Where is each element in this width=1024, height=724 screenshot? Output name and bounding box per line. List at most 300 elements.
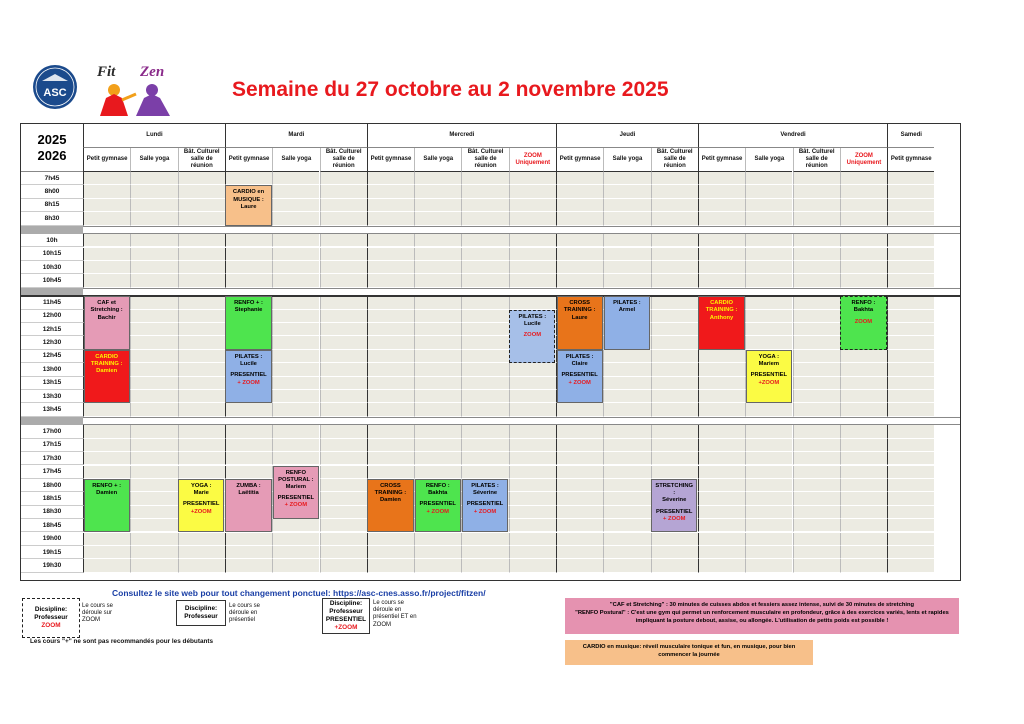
- grid-cell: [272, 199, 319, 212]
- grid-cell: [651, 452, 698, 465]
- grid-cell: [509, 466, 556, 479]
- grid-cell: [651, 261, 698, 274]
- course-name: PILATES :: [471, 482, 499, 489]
- grid-cell: [272, 248, 319, 261]
- grid-cell: [178, 425, 225, 438]
- course-block[interactable]: [746, 350, 792, 404]
- grid-cell: [83, 172, 130, 185]
- grid-cell: [651, 234, 698, 247]
- grid-cell: [461, 363, 508, 376]
- grid-cell: [320, 310, 367, 323]
- grid-cell: [83, 212, 130, 225]
- grid-cell: [461, 199, 508, 212]
- course-block[interactable]: [509, 310, 555, 364]
- grid-cell: [603, 350, 650, 363]
- grid-cell: [130, 172, 177, 185]
- course-name: PILATES :: [518, 313, 547, 320]
- grid-cell: [178, 439, 225, 452]
- grid-cell: [461, 310, 508, 323]
- day-header-vendredi: Vendredi: [698, 124, 887, 148]
- grid-cell: [414, 199, 461, 212]
- grid-cell: [83, 234, 130, 247]
- grid-cell: [178, 310, 225, 323]
- grid-cell: [414, 533, 461, 546]
- grid-cell: [651, 439, 698, 452]
- grid-cell: [83, 185, 130, 198]
- grid-cell: [367, 199, 414, 212]
- time-label: 19h15: [21, 546, 83, 559]
- grid-cell: [178, 377, 225, 390]
- grid-cell: [887, 479, 934, 492]
- grid-cell: [272, 274, 319, 287]
- room-header-petit: Petit gymnase: [225, 148, 272, 172]
- grid-cell: [651, 403, 698, 416]
- grid-cell: [793, 403, 840, 416]
- grid-cell: [414, 546, 461, 559]
- grid-cell: [225, 452, 272, 465]
- schedule-grid: [20, 123, 961, 581]
- grid-cell: [887, 172, 934, 185]
- grid-cell: [603, 466, 650, 479]
- grid-cell: [603, 377, 650, 390]
- grid-cell: [745, 212, 792, 225]
- grid-cell: [509, 546, 556, 559]
- grid-cell: [414, 439, 461, 452]
- info-caf-text: "CAF et Stretching" : 30 minutes de cuisses abdos et fessiers assez intense, suivi de 30 minutes de stretching: [609, 602, 915, 608]
- legend-discipline: Discipline:: [184, 605, 218, 612]
- course-block[interactable]: [225, 296, 271, 350]
- course-mode: PRESENTIEL: [750, 372, 788, 379]
- course-block[interactable]: [462, 479, 508, 533]
- fitzen-logo: [92, 60, 182, 116]
- grid-cell: [272, 363, 319, 376]
- grid-cell: [367, 377, 414, 390]
- grid-cell: [178, 185, 225, 198]
- grid-cell: [651, 212, 698, 225]
- grid-cell: [320, 439, 367, 452]
- grid-cell: [745, 439, 792, 452]
- room-header-petit: Petit gymnase: [698, 148, 745, 172]
- grid-cell: [509, 492, 556, 505]
- time-label: 13h30: [21, 390, 83, 403]
- grid-cell: [698, 185, 745, 198]
- grid-cell: [698, 479, 745, 492]
- grid-cell: [83, 452, 130, 465]
- grid-cell: [225, 261, 272, 274]
- grid-cell: [320, 234, 367, 247]
- grid-cell: [793, 533, 840, 546]
- grid-cell: [840, 363, 887, 376]
- grid-cell: [83, 559, 130, 572]
- course-block[interactable]: [840, 296, 886, 350]
- time-label: 10h30: [21, 261, 83, 274]
- grid-cell: [603, 274, 650, 287]
- course-zoom-flag: +ZOOM: [190, 508, 212, 515]
- grid-cell: [603, 234, 650, 247]
- grid-cell: [887, 519, 934, 532]
- grid-cell: [130, 506, 177, 519]
- legend-presentiel: PRESENTIEL: [325, 616, 367, 623]
- grid-cell: [178, 261, 225, 274]
- grid-cell: [840, 212, 887, 225]
- course-zoom-flag: +ZOOM: [758, 379, 780, 386]
- grid-cell: [272, 377, 319, 390]
- grid-cell: [83, 425, 130, 438]
- time-label: 12h30: [21, 336, 83, 349]
- grid-cell: [272, 310, 319, 323]
- grid-cell: [793, 248, 840, 261]
- legend-hybrid-box: [322, 598, 370, 634]
- grid-cell: [320, 336, 367, 349]
- grid-cell: [603, 390, 650, 403]
- course-name: YOGA :: [191, 482, 212, 489]
- grid-cell: [320, 185, 367, 198]
- grid-cell: [130, 533, 177, 546]
- grid-cell: [367, 274, 414, 287]
- legend-zoom-label: +ZOOM: [334, 624, 358, 631]
- time-label: 17h30: [21, 452, 83, 465]
- grid-cell: [603, 506, 650, 519]
- asc-logo-text: ASC: [43, 87, 67, 99]
- grid-cell: [130, 519, 177, 532]
- grid-cell: [698, 390, 745, 403]
- grid-cell: [793, 506, 840, 519]
- grid-cell: [272, 425, 319, 438]
- instructor-name: Claire: [571, 361, 588, 368]
- grid-cell: [414, 261, 461, 274]
- grid-cell: [178, 172, 225, 185]
- grid-cell: [461, 559, 508, 572]
- grid-cell: [130, 336, 177, 349]
- instructor-name: Damien: [96, 368, 118, 375]
- time-separator: [21, 417, 83, 426]
- course-zoom-flag: + ZOOM: [663, 515, 686, 522]
- grid-cell: [320, 559, 367, 572]
- grid-cell: [745, 310, 792, 323]
- time-label: 10h: [21, 234, 83, 247]
- grid-cell: [509, 248, 556, 261]
- grid-cell: [698, 199, 745, 212]
- grid-cell: [793, 172, 840, 185]
- grid-cell: [651, 199, 698, 212]
- grid-cell: [414, 452, 461, 465]
- year-text: 2026: [37, 147, 67, 163]
- instructor-name: Armel: [618, 307, 636, 314]
- legend-discipline: Discipline:: [329, 600, 363, 607]
- grid-cell: [698, 546, 745, 559]
- grid-cell: [840, 377, 887, 390]
- grid-cell: [272, 172, 319, 185]
- course-block[interactable]: [698, 296, 744, 350]
- grid-cell: [130, 425, 177, 438]
- instructor-name: Séverine: [662, 497, 687, 504]
- grid-cell: [840, 533, 887, 546]
- grid-cell: [793, 234, 840, 247]
- time-label: 13h00: [21, 363, 83, 376]
- grid-cell: [556, 439, 603, 452]
- room-header-yoga: Salle yoga: [603, 148, 650, 172]
- grid-cell: [272, 533, 319, 546]
- grid-cell: [178, 323, 225, 336]
- room-header-zoom: ZOOM Uniquement: [509, 148, 556, 172]
- grid-cell: [887, 185, 934, 198]
- grid-cell: [367, 336, 414, 349]
- day-header-jeudi: Jeudi: [556, 124, 698, 148]
- course-block[interactable]: [367, 479, 413, 533]
- grid-cell: [698, 452, 745, 465]
- grid-cell: [130, 479, 177, 492]
- grid-cell: [178, 466, 225, 479]
- grid-cell: [793, 439, 840, 452]
- grid-cell: [840, 403, 887, 416]
- grid-cell: [178, 296, 225, 309]
- legend-zoom-note: Le cours se déroule sur ZOOM: [82, 603, 114, 624]
- grid-cell: [320, 363, 367, 376]
- grid-cell: [130, 377, 177, 390]
- grid-cell: [130, 261, 177, 274]
- grid-cell: [130, 248, 177, 261]
- grid-cell: [461, 336, 508, 349]
- course-block[interactable]: [84, 350, 130, 404]
- instructor-name: Bachir: [97, 314, 116, 321]
- grid-cell: [603, 199, 650, 212]
- grid-cell: [840, 439, 887, 452]
- grid-cell: [367, 172, 414, 185]
- course-block[interactable]: [225, 350, 271, 404]
- time-separator: [21, 226, 83, 235]
- room-header-petit: Petit gymnase: [83, 148, 130, 172]
- grid-cell: [509, 212, 556, 225]
- grid-cell: [651, 546, 698, 559]
- grid-cell: [793, 466, 840, 479]
- grid-cell: [840, 350, 887, 363]
- grid-cell: [509, 363, 556, 376]
- grid-cell: [698, 466, 745, 479]
- grid-cell: [793, 310, 840, 323]
- grid-cell: [320, 248, 367, 261]
- grid-cell: [83, 439, 130, 452]
- course-name: CARDIO en MUSIQUE :: [232, 189, 265, 203]
- course-block[interactable]: [557, 296, 603, 350]
- grid-cell: [225, 425, 272, 438]
- course-name: CROSS TRAINING :: [374, 482, 407, 497]
- grid-cell: [130, 559, 177, 572]
- grid-cell: [320, 403, 367, 416]
- grid-cell: [272, 212, 319, 225]
- day-header-mardi: Mardi: [225, 124, 367, 148]
- grid-cell: [320, 296, 367, 309]
- grid-cell: [887, 403, 934, 416]
- year-text: 2025: [37, 131, 67, 147]
- grid-cell: [651, 323, 698, 336]
- grid-cell: [272, 439, 319, 452]
- grid-cell: [83, 199, 130, 212]
- grid-cell: [461, 350, 508, 363]
- course-block[interactable]: [84, 296, 130, 350]
- time-label: 18h45: [21, 519, 83, 532]
- grid-cell: [178, 546, 225, 559]
- grid-cell: [272, 519, 319, 532]
- grid-cell: [272, 336, 319, 349]
- legend-zoom-label: ZOOM: [41, 622, 61, 629]
- grid-cell: [745, 403, 792, 416]
- grid-cell: [556, 519, 603, 532]
- course-name: PILATES :: [234, 353, 263, 360]
- grid-cell: [130, 439, 177, 452]
- grid-cell: [698, 234, 745, 247]
- grid-cell: [320, 425, 367, 438]
- course-block[interactable]: [651, 479, 697, 533]
- grid-cell: [509, 559, 556, 572]
- grid-cell: [272, 296, 319, 309]
- time-label: 10h45: [21, 274, 83, 287]
- grid-cell: [461, 452, 508, 465]
- grid-cell: [745, 519, 792, 532]
- course-block[interactable]: [557, 350, 603, 404]
- grid-cell: [603, 212, 650, 225]
- course-block[interactable]: [415, 479, 461, 533]
- grid-cell: [225, 439, 272, 452]
- room-header-bat: Bât. Culturel salle de réunion: [320, 148, 367, 172]
- grid-cell: [745, 479, 792, 492]
- grid-cell: [367, 296, 414, 309]
- grid-cell: [651, 248, 698, 261]
- grid-cell: [745, 261, 792, 274]
- grid-cell: [603, 533, 650, 546]
- grid-cell: [793, 296, 840, 309]
- grid-cell: [320, 533, 367, 546]
- course-block[interactable]: [604, 296, 650, 350]
- grid-cell: [367, 310, 414, 323]
- grid-cell: [698, 559, 745, 572]
- grid-cell: [509, 185, 556, 198]
- grid-cell: [840, 234, 887, 247]
- grid-cell: [367, 261, 414, 274]
- grid-cell: [509, 234, 556, 247]
- grid-cell: [556, 199, 603, 212]
- course-mode: PRESENTIEL: [230, 372, 267, 379]
- grid-cell: [887, 377, 934, 390]
- grid-cell: [178, 533, 225, 546]
- grid-cell: [461, 261, 508, 274]
- grid-cell: [272, 546, 319, 559]
- grid-cell: [225, 274, 272, 287]
- grid-cell: [651, 533, 698, 546]
- day-header-samedi: Samedi: [887, 124, 934, 148]
- course-block[interactable]: [178, 479, 224, 533]
- course-block[interactable]: [225, 185, 271, 225]
- grid-cell: [603, 559, 650, 572]
- grid-cell: [556, 248, 603, 261]
- grid-cell: [651, 274, 698, 287]
- course-block[interactable]: [225, 479, 271, 533]
- grid-cell: [556, 185, 603, 198]
- grid-cell: [367, 234, 414, 247]
- grid-cell: [509, 506, 556, 519]
- grid-cell: [698, 492, 745, 505]
- grid-cell: [320, 199, 367, 212]
- website-link[interactable]: Consultez le site web pour tout changement ponctuel: https://asc-cnes.asso.fr/project/fitzen/: [112, 588, 486, 598]
- grid-cell: [272, 452, 319, 465]
- grid-cell: [414, 310, 461, 323]
- instructor-name: Laure: [571, 314, 588, 321]
- grid-cell: [556, 403, 603, 416]
- grid-cell: [698, 403, 745, 416]
- grid-cell: [320, 546, 367, 559]
- time-label: 11h45: [21, 296, 83, 309]
- course-block[interactable]: [84, 479, 130, 533]
- info-cardio-musique: CARDIO en musique: réveil musculaire tonique et fun, en musique, pour bien commencer la journée: [565, 640, 813, 665]
- grid-cell: [509, 439, 556, 452]
- grid-cell: [225, 172, 272, 185]
- grid-cell: [414, 350, 461, 363]
- grid-cell: [414, 172, 461, 185]
- grid-cell: [178, 199, 225, 212]
- grid-cell: [461, 172, 508, 185]
- separator-band: [83, 226, 960, 235]
- instructor-name: Mariem: [285, 483, 306, 490]
- grid-cell: [83, 248, 130, 261]
- course-mode: PRESENTIEL: [277, 495, 315, 502]
- grid-cell: [651, 363, 698, 376]
- grid-cell: [509, 519, 556, 532]
- grid-cell: [698, 533, 745, 546]
- grid-cell: [651, 390, 698, 403]
- grid-cell: [603, 479, 650, 492]
- course-block[interactable]: [273, 466, 319, 520]
- grid-cell: [509, 425, 556, 438]
- grid-cell: [320, 479, 367, 492]
- grid-cell: [320, 212, 367, 225]
- grid-cell: [745, 336, 792, 349]
- grid-cell: [745, 185, 792, 198]
- grid-cell: [130, 274, 177, 287]
- grid-cell: [840, 546, 887, 559]
- grid-cell: [461, 403, 508, 416]
- svg-text:Fit: Fit: [97, 64, 116, 80]
- grid-cell: [83, 466, 130, 479]
- grid-cell: [887, 248, 934, 261]
- grid-cell: [367, 452, 414, 465]
- grid-cell: [130, 466, 177, 479]
- instructor-name: Damien: [379, 497, 401, 504]
- grid-cell: [414, 185, 461, 198]
- grid-cell: [793, 212, 840, 225]
- grid-cell: [603, 425, 650, 438]
- grid-cell: [367, 185, 414, 198]
- time-label: 17h45: [21, 466, 83, 479]
- grid-cell: [320, 350, 367, 363]
- time-label: 18h30: [21, 506, 83, 519]
- grid-cell: [461, 546, 508, 559]
- time-label: 12h00: [21, 310, 83, 323]
- course-mode: PRESENTIEL: [656, 508, 693, 515]
- grid-cell: [414, 234, 461, 247]
- grid-cell: [887, 363, 934, 376]
- grid-cell: [556, 533, 603, 546]
- course-zoom-flag: + ZOOM: [237, 379, 260, 386]
- grid-cell: [130, 390, 177, 403]
- grid-cell: [509, 479, 556, 492]
- grid-cell: [745, 559, 792, 572]
- grid-cell: [130, 363, 177, 376]
- grid-cell: [414, 212, 461, 225]
- grid-cell: [461, 466, 508, 479]
- grid-cell: [509, 274, 556, 287]
- grid-cell: [367, 546, 414, 559]
- grid-cell: [840, 185, 887, 198]
- course-name: ZUMBA :: [236, 482, 261, 489]
